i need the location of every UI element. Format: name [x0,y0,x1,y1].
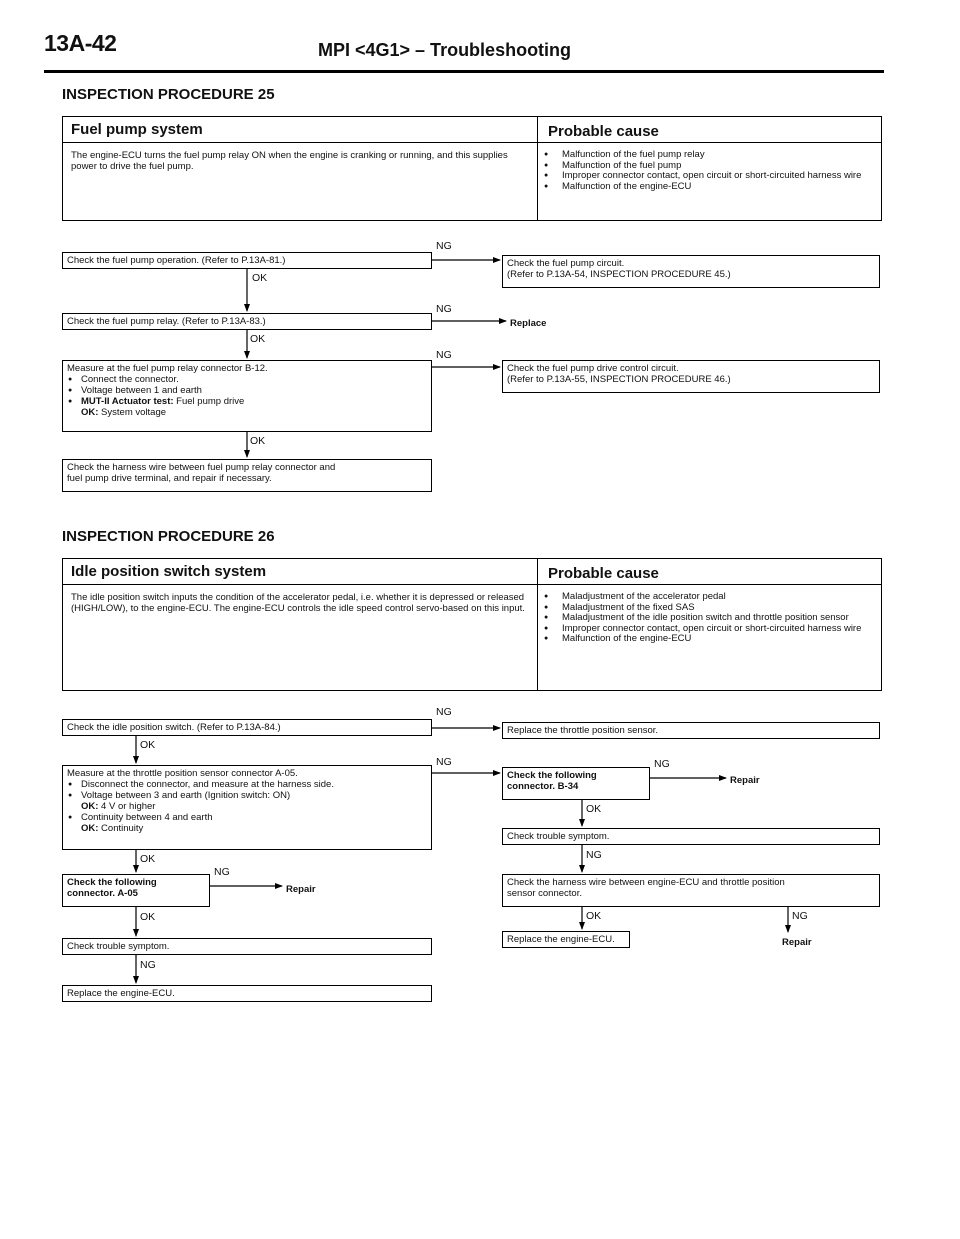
actuator-test-value: Fuel pump drive [173,396,245,407]
p26-step1-text: Check the idle position switch. (Refer to P.13A-84.) [67,722,281,733]
cause-item: ● Malfunction of the fuel pump relay [542,150,872,161]
p26-step2-line: Measure at the throttle position sensor connector A-05. [67,768,298,779]
p25-step1-ng-line1: Check the fuel pump circuit. [507,258,625,269]
system-title: Fuel pump system [71,121,203,138]
cause-item: ● Improper connector contact, open circuit or short-circuited harness wire [542,171,872,182]
ng-label: NG [436,706,452,718]
ok-criterion-label: OK: [81,407,99,418]
ok-criterion-value: System voltage [98,407,167,418]
p25-step3-line: ● Voltage between 1 and earth [67,385,427,396]
cause-item: ● Malfunction of the engine-ECU [542,182,872,193]
p25-step1-text: Check the fuel pump operation. (Refer to P.13A-81.) [67,255,286,266]
ok-label: OK [140,853,156,865]
ng-label: NG [436,349,452,361]
cause-item: ● Malfunction of the engine-ECU [542,634,872,645]
ng-label: NG [586,849,602,861]
p26-r-step1-line1: Check the following [507,770,597,781]
p26-step3-line1: Check the following [67,877,157,888]
cause-title: Probable cause [548,123,659,140]
ok-label: OK [586,910,602,922]
p26-step1-ng-text: Replace the throttle position sensor. [507,725,659,736]
p25-step3-line: ● Connect the connector. [67,374,427,385]
ok-label: OK [586,803,602,815]
ng-label: NG [436,240,452,252]
p26-r-step1-line2: connector. B-34 [507,781,579,792]
p26-r-step3-line1: Check the harness wire between engine-ECU and throttle position [507,877,785,888]
p25-step2-ng-text: Replace [510,318,547,329]
cause-item: ● Malfunction of the fuel pump [542,161,872,172]
p26-step2-line: ● Disconnect the connector, and measure at the harness side. [67,779,427,790]
ok-criterion-label: OK: [81,801,99,812]
cause-title: Probable cause [548,565,659,582]
system-title: Idle position switch system [71,563,267,580]
ng-label: NG [214,866,230,878]
ok-label: OK [140,739,156,751]
procedure-25-heading: INSPECTION PROCEDURE 25 [62,86,275,103]
page-number: 13A-42 [44,30,117,56]
p26-r-step4-text: Replace the engine-ECU. [507,934,615,945]
ng-label: NG [436,303,452,315]
ok-label: OK [252,272,268,284]
ng-label: NG [140,959,156,971]
cause-item: ● Improper connector contact, open circuit or short-circuited harness wire [542,624,872,635]
p25-step1-ng-line2: (Refer to P.13A-54, INSPECTION PROCEDURE 45.) [507,269,731,280]
system-description: The engine-ECU turns the fuel pump relay ON when the engine is cranking or running, and this supplies power to drive the fuel pump. [71,150,508,172]
ok-label: OK [140,911,156,923]
p26-step3-line2: connector. A-05 [67,888,138,899]
p25-step3-ng-line1: Check the fuel pump drive control circuit. [507,363,679,374]
p26-r-step4-ng-text: Repair [782,937,812,948]
ng-label: NG [436,756,452,768]
cause-item: ● Maladjustment of the accelerator pedal [542,592,872,603]
ng-label: NG [654,758,670,770]
actuator-test-label: MUT-II Actuator test: [81,396,174,407]
ok-criterion-label: OK: [81,823,99,834]
p26-r-step1-ng-text: Repair [730,775,760,786]
cause-item: ● Maladjustment of the idle position switch and throttle position sensor [542,613,872,624]
p25-step2-text: Check the fuel pump relay. (Refer to P.13A-83.) [67,316,266,327]
ok-criterion-value: Continuity [98,823,144,834]
p26-step2-line: ● Voltage between 3 and earth (Ignition switch: ON) [67,790,427,801]
p25-step4-line2: fuel pump drive terminal, and repair if necessary. [67,473,272,484]
p26-step4-text: Check trouble symptom. [67,941,170,952]
p26-step5-text: Replace the engine-ECU. [67,988,175,999]
ok-label: OK [250,333,266,345]
p26-step3-ng-text: Repair [286,884,316,895]
page-title: MPI <4G1> – Troubleshooting [318,40,572,60]
p26-r-step3-line2: sensor connector. [507,888,582,899]
p25-step3-line: Measure at the fuel pump relay connector B-12. [67,363,268,374]
procedure-26-heading: INSPECTION PROCEDURE 26 [62,528,275,545]
p25-step4-line1: Check the harness wire between fuel pump relay connector and [67,462,336,473]
system-description: The idle position switch inputs the condition of the accelerator pedal, i.e. whether it is depressed or released (HIGH/LOW), to the engine-ECU. The engine-ECU controls the idle speed control servo-based on this input. [71,592,525,614]
cause-item: ● Maladjustment of the fixed SAS [542,603,872,614]
p26-step2-line: ● Continuity between 4 and earth [67,812,427,823]
ok-label: OK [250,435,266,447]
ok-criterion-value: 4 V or higher [98,801,156,812]
p25-step3-ng-line2: (Refer to P.13A-55, INSPECTION PROCEDURE 46.) [507,374,731,385]
p26-r-step2-text: Check trouble symptom. [507,831,610,842]
ng-label: NG [792,910,808,922]
